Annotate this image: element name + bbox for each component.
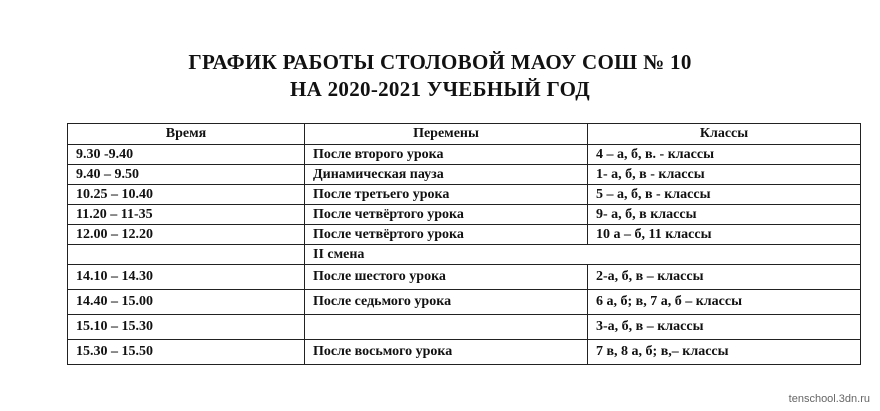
schedule-table xyxy=(67,123,861,365)
time-cell: 12.00 – 12.20 xyxy=(68,225,305,245)
classes-cell: 10 а – б, 11 классы xyxy=(588,225,861,245)
classes-cell: 2-а, б, в – классы xyxy=(588,265,861,290)
classes-cell: 6 а, б; в, 7 а, б – классы xyxy=(588,290,861,315)
classes-cell: 3-а, б, в – классы xyxy=(588,315,861,340)
classes-cell: 7 в, 8 а, б; в,– классы xyxy=(588,340,861,365)
break-cell: После третьего урока xyxy=(305,185,588,205)
classes-cell: 1- а, б, в - классы xyxy=(588,165,861,185)
break-cell: После седьмого урока xyxy=(305,290,588,315)
shift-2-label: II смена xyxy=(305,245,861,265)
break-cell: После четвёртого урока xyxy=(305,205,588,225)
column-header-break: Перемены xyxy=(305,124,588,145)
time-cell: 10.25 – 10.40 xyxy=(68,185,305,205)
table-row xyxy=(68,265,861,290)
classes-cell: 4 – а, б, в. - классы xyxy=(588,145,861,165)
time-cell: 15.10 – 15.30 xyxy=(68,315,305,340)
classes-cell: 9- а, б, в классы xyxy=(588,205,861,225)
table-row xyxy=(68,185,861,205)
break-cell: После шестого урока xyxy=(305,265,588,290)
table-row xyxy=(68,340,861,365)
break-cell: После второго урока xyxy=(305,145,588,165)
time-cell: 9.30 -9.40 xyxy=(68,145,305,165)
time-cell: 9.40 – 9.50 xyxy=(68,165,305,185)
break-cell xyxy=(305,315,588,340)
header-row xyxy=(68,124,861,145)
time-cell: 14.40 – 15.00 xyxy=(68,290,305,315)
column-header-classes: Классы xyxy=(588,124,861,145)
table-row xyxy=(68,225,861,245)
document-title-line1: ГРАФИК РАБОТЫ СТОЛОВОЙ МАОУ СОШ № 10 xyxy=(188,50,692,74)
break-cell: Динамическая пауза xyxy=(305,165,588,185)
table-row xyxy=(68,165,861,185)
shift-divider-empty xyxy=(68,245,305,265)
classes-cell: 5 – а, б, в - классы xyxy=(588,185,861,205)
column-header-time: Время xyxy=(68,124,305,145)
table-row xyxy=(68,290,861,315)
time-cell: 15.30 – 15.50 xyxy=(68,340,305,365)
watermark-text: tenschool.3dn.ru xyxy=(788,393,870,405)
break-cell: После восьмого урока xyxy=(305,340,588,365)
shift-divider-row xyxy=(68,245,861,265)
table-row xyxy=(68,145,861,165)
document-title-line2: НА 2020-2021 УЧЕБНЫЙ ГОД xyxy=(289,77,591,101)
table-row xyxy=(68,315,861,340)
time-cell: 11.20 – 11-35 xyxy=(68,205,305,225)
break-cell: После четвёртого урока xyxy=(305,225,588,245)
table-row xyxy=(68,205,861,225)
time-cell: 14.10 – 14.30 xyxy=(68,265,305,290)
